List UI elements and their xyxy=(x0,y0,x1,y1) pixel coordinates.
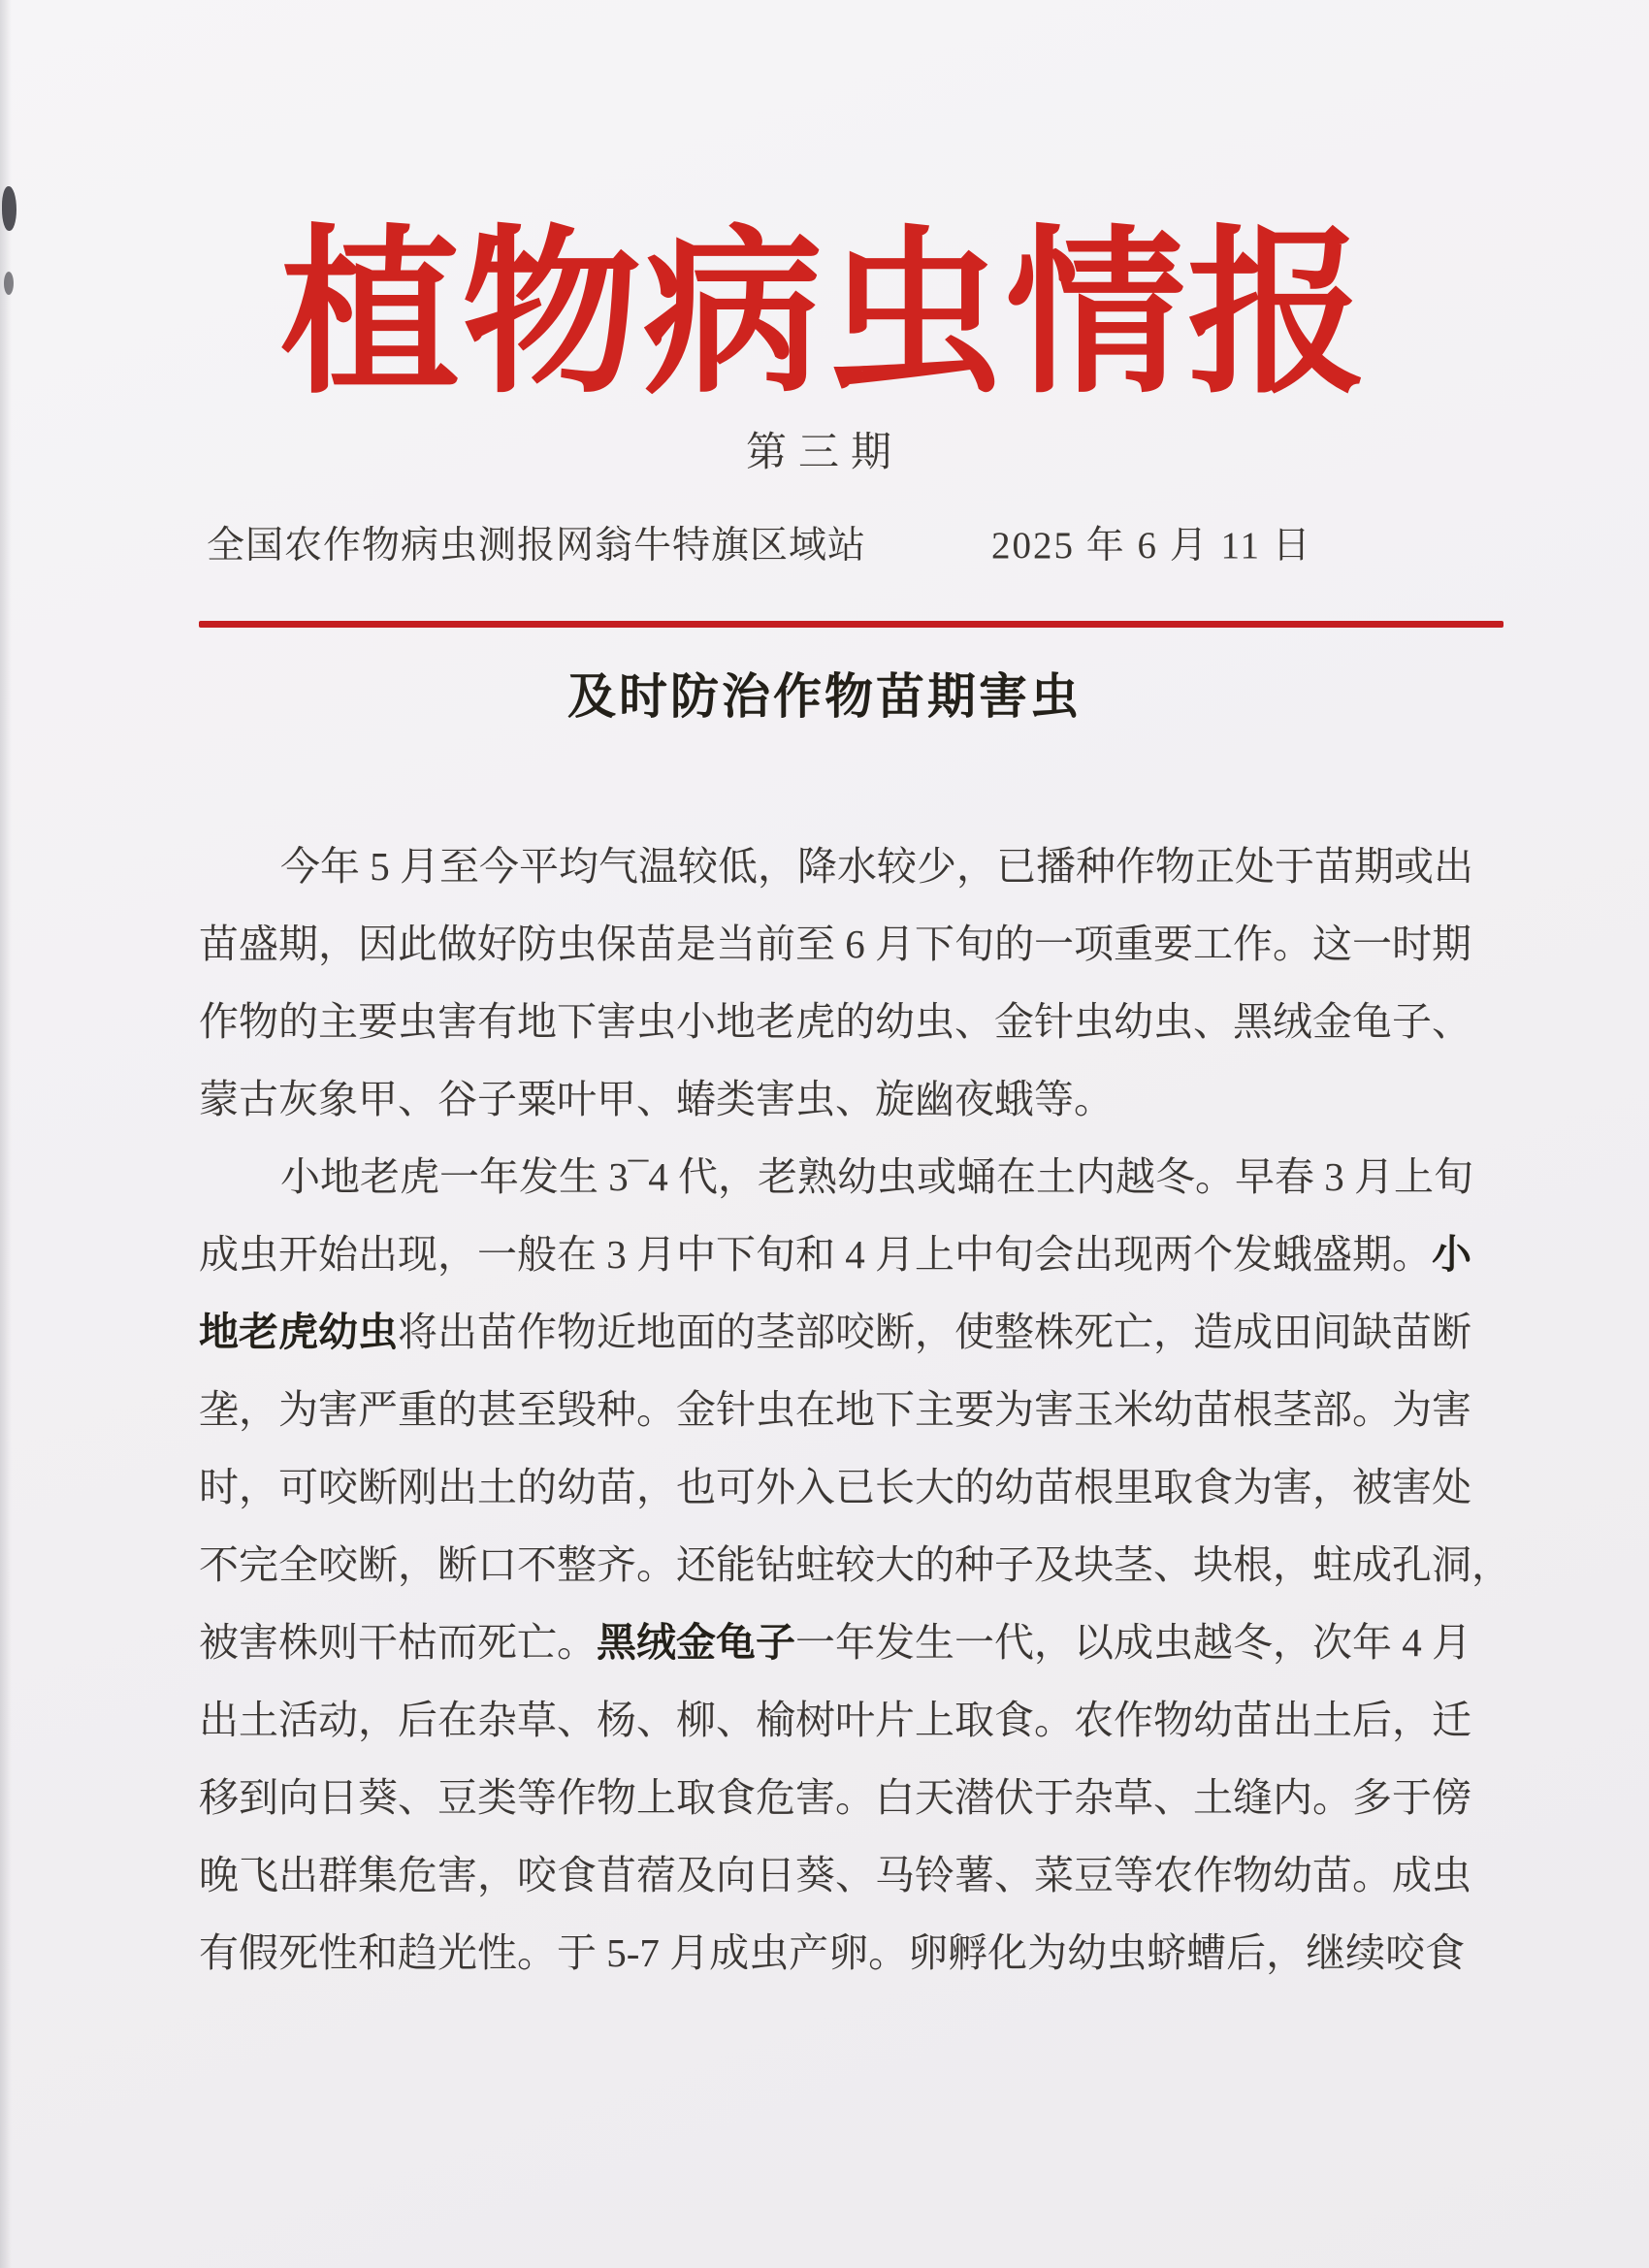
body-text: 晚飞出群集危害，咬食苜蓿及向日葵、马铃薯、菜豆等农作物幼苗。成虫 xyxy=(199,1853,1471,1897)
body-line xyxy=(199,1138,1473,1215)
body-line xyxy=(199,983,1471,1060)
body-line xyxy=(199,1293,1471,1371)
bold-term: 小 xyxy=(1432,1232,1471,1277)
body-line xyxy=(199,1060,1423,1138)
body-line xyxy=(199,1914,1466,1992)
body-text: 苗盛期，因此做好防虫保苗是当前至 6 月下旬的一项重要工作。这一时期 xyxy=(199,922,1471,966)
body-line xyxy=(199,905,1471,983)
body-line xyxy=(199,1681,1471,1759)
bold-term: 黑绒金龟子 xyxy=(597,1620,795,1665)
body-text: 蒙古灰象甲、谷子粟叶甲、蝽类害虫、旋幽夜蛾等。 xyxy=(199,1077,1114,1121)
station-name: 全国农作物病虫测报网翁牛特旗区域站 xyxy=(207,525,867,567)
body-text: 小地老虎一年发生 3¯4 代，老熟幼虫或蛹在土内越冬。早春 3 月上旬 xyxy=(280,1154,1473,1199)
body-text: 时，可咬断刚出土的幼苗，也可外入已长大的幼苗根里取食为害，被害处 xyxy=(199,1465,1471,1509)
body-text: 作物的主要虫害有地下害虫小地老虎的幼虫、金针虫幼虫、黑绒金龟子、 xyxy=(199,999,1471,1044)
red-divider-rule xyxy=(199,621,1504,628)
body-line xyxy=(199,1526,1511,1604)
bold-term: 地老虎幼虫 xyxy=(199,1310,398,1354)
body-text: 将出苗作物近地面的茎部咬断，使整株死亡，造成田间缺苗断 xyxy=(398,1310,1471,1354)
body-text: 一年发生一代，以成虫越冬，次年 4 月 xyxy=(795,1620,1471,1665)
body-text: 不完全咬断，断口不整齐。还能钻蛀较大的种子及块茎、块根，蛀成孔洞， xyxy=(199,1542,1511,1587)
body-text: 今年 5 月至今平均气温较低，降水较少，已播种作物正处于苗期或出 xyxy=(280,844,1473,889)
body-text: 被害株则干枯而死亡。 xyxy=(199,1620,597,1665)
body-text: 有假死性和趋光性。于 5-7 月成虫产卵。卵孵化为幼虫蛴螬后，继续咬食 xyxy=(199,1930,1466,1975)
issue-number: 第三期 xyxy=(745,431,903,475)
body-line xyxy=(199,1604,1471,1681)
bulletin-masthead: 植物病虫情报 xyxy=(280,216,1369,415)
body-line xyxy=(199,827,1473,905)
body-line xyxy=(199,1759,1471,1836)
body-text: 移到向日葵、豆类等作物上取食危害。白天潜伏于杂草、土缝内。多于傍 xyxy=(199,1775,1471,1820)
body-line xyxy=(199,1371,1471,1448)
body-line xyxy=(199,1215,1471,1293)
body-text: 出土活动，后在杂草、杨、柳、榆树叶片上取食。农作物幼苗出土后，迁 xyxy=(199,1698,1471,1742)
article-body xyxy=(199,827,1511,1992)
body-line xyxy=(199,1448,1471,1526)
scan-artifact xyxy=(2,186,16,231)
issue-date: 2025 年 6 月 11 日 xyxy=(991,525,1312,567)
article-title: 及时防治作物苗期害虫 xyxy=(567,669,1082,724)
body-text: 成虫开始出现，一般在 3 月中下旬和 4 月上中旬会出现两个发蛾盛期。 xyxy=(199,1232,1432,1277)
body-text: 垄，为害严重的甚至毁种。金针虫在地下主要为害玉米幼苗根茎部。为害 xyxy=(199,1387,1471,1432)
body-line xyxy=(199,1836,1471,1914)
meta-row xyxy=(0,517,1649,575)
